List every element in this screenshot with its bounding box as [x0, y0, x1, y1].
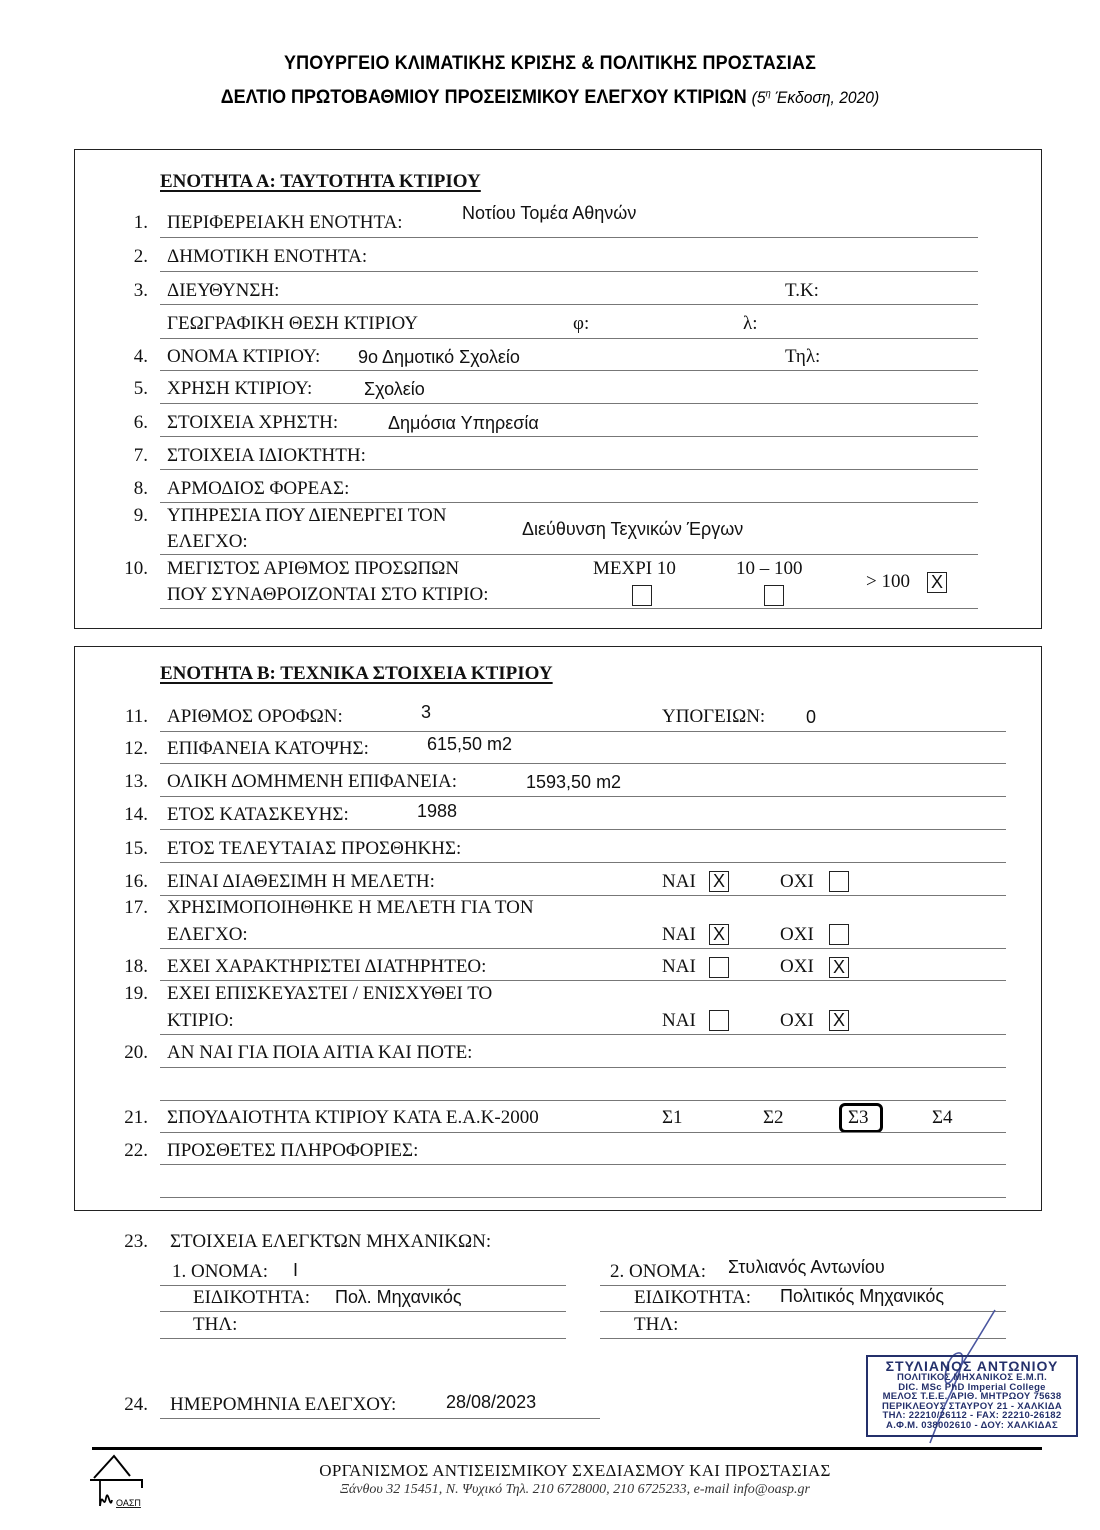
field-underline [160, 1067, 1006, 1068]
floors-value[interactable]: 3 [421, 702, 432, 722]
field-underline [160, 1311, 566, 1312]
field-underline [160, 829, 1006, 830]
study-available-yes-checkbox[interactable]: X [709, 871, 729, 892]
form-title-text: ΔΕΛΤΙΟ ΠΡΩΤΟΒΑΘΜΙΟΥ ΠΡΟΣΕΙΣΜΙΚΟΥ ΕΛΕΓΧΟΥ ΚΤΙΡΙΩΝ [220, 86, 747, 108]
basements-label: ΥΠΟΓΕΙΩΝ: [662, 706, 766, 727]
importance-option-s4: Σ4 [932, 1107, 953, 1128]
field-underline [160, 862, 1006, 863]
engineer-1-specialty[interactable]: Πολ. Μηχανικός [335, 1287, 462, 1307]
footer-org-name: ΟΡΓΑΝΙΣΜΟΣ ΑΝΤΙΣΕΙΣΜΙΚΟΥ ΣΧΕΔΙΑΣΜΟΥ ΚΑΙ ΠΡΟΣΤΑΣΙΑΣ [319, 1461, 831, 1480]
form-title [44, 86, 1056, 109]
importance-option-s1: Σ1 [662, 1107, 683, 1128]
listed-building-no-checkbox[interactable]: X [829, 957, 849, 978]
construction-year-value[interactable]: 1988 [417, 801, 458, 821]
study-used-yes-checkbox[interactable]: X [709, 924, 729, 945]
footer-address: Ξάνθου 32 15451, Ν. Ψυχικό Τηλ. 210 6728000, 210 6725233, e-mail info@oasp.gr [339, 1482, 811, 1497]
engineer-2-specialty[interactable]: Πολιτικός Μηχανικός [780, 1286, 945, 1306]
field-underline [160, 554, 978, 555]
selected-importance-marker[interactable] [839, 1103, 883, 1133]
field-underline [160, 502, 978, 503]
inspection-date-value[interactable]: 28/08/2023 [446, 1392, 537, 1412]
field-underline [160, 796, 1006, 797]
field-underline [160, 948, 1006, 949]
svg-text:ΟΑΣΠ: ΟΑΣΠ [116, 1498, 141, 1508]
listed-building-yes-checkbox[interactable] [709, 957, 729, 978]
edition-label: ($5^\eta$ Έκδοση, 2020) [751, 88, 880, 107]
field-underline [160, 469, 978, 470]
field-underline [160, 895, 1006, 896]
checkbox-10-100[interactable] [764, 585, 784, 606]
section-b-title: ΕΝΟΤΗΤΑ Β: ΤΕΧΝΙΚΑ ΣΤΟΙΧΕΙΑ ΚΤΙΡΙΟΥ [160, 663, 553, 684]
phone-label: Τηλ: [785, 346, 821, 367]
field-underline [160, 1132, 1006, 1133]
field-underline [160, 608, 978, 609]
field-underline [160, 436, 978, 437]
latitude-label: φ: [573, 313, 590, 334]
field-underline [160, 731, 1006, 732]
importance-option-s3: Σ3 [848, 1107, 869, 1128]
field-underline [160, 980, 1006, 981]
field-underline [160, 1418, 600, 1419]
ministry-title: ΥΠΟΥΡΓΕΙΟ ΚΛΙΜΑΤΙΚΗΣ ΚΡΙΣΗΣ & ΠΟΛΙΤΙΚΗΣ ΠΡΟΣΤΑΣΙΑΣ [283, 52, 817, 74]
study-used-no-checkbox[interactable] [829, 924, 849, 945]
inspecting-service-value[interactable]: Διεύθυνση Τεχνικών Έργων [522, 519, 744, 539]
repaired-yes-checkbox[interactable] [709, 1010, 729, 1031]
postal-code-label: Τ.Κ: [785, 280, 819, 301]
importance-option-s2: Σ2 [763, 1107, 784, 1128]
field-underline [160, 338, 978, 339]
field-underline [160, 1338, 566, 1339]
field-underline [160, 1197, 1006, 1198]
field-underline [160, 271, 978, 272]
field-underline [160, 304, 978, 305]
field-underline [160, 1100, 1006, 1101]
building-use-value[interactable]: Σχολείο [364, 379, 425, 399]
checkbox-up-to-10[interactable] [632, 585, 652, 606]
field-underline [160, 1164, 1006, 1165]
repaired-no-checkbox[interactable]: X [829, 1010, 849, 1031]
occupancy-option-up-to-10: ΜΕΧΡΙ 10 [593, 558, 676, 579]
engineer-1-name[interactable]: Ι [293, 1260, 299, 1280]
engineer-stamp: ΣΤΥΛΙΑΝΟΣ ΑΝΤΩΝΙΟΥ ΠΟΛΙΤΙΚΟΣ ΜΗΧΑΝΙΚΟΣ Ε.Μ.Π. DIC. MSc PhD Imperial College ΜΕΛΟΣ Τ.Ε.Ε. ΑΡΙΘ. ΜΗΤΡΩΟΥ 75638 ΠΕΡΙΚΛΕΟΥΣ ΣΤΑΥΡΟΥ 21 - ΧΑΛΚΙΔΑ ΤΗΛ: 22210/26112 - FAX: 22210-26182 Α.Φ.Μ. 038002610 - ΔΟΥ: ΧΑΛΚΙΔΑΣ [866, 1355, 1078, 1437]
occupancy-option-over-100: > 100 [866, 571, 910, 592]
field-underline [160, 1034, 1006, 1035]
basements-value[interactable]: 0 [806, 707, 817, 727]
longitude-label: λ: [743, 313, 758, 334]
regional-unit-value[interactable]: Νοτίου Τομέα Αθηνών [462, 203, 637, 223]
field-underline [160, 1285, 566, 1286]
field-underline [160, 763, 1006, 764]
occupancy-option-10-100: 10 – 100 [736, 558, 803, 579]
field-underline [160, 403, 978, 404]
floor-area-value[interactable]: 615,50 m2 [427, 734, 513, 754]
section-a-title: ΕΝΟΤΗΤΑ Α: ΤΑΥΤΟΤΗΤΑ ΚΤΙΡΙΟΥ [160, 171, 481, 192]
engineer-2-name[interactable]: Στυλιανός Αντωνίου [728, 1257, 885, 1277]
total-area-value[interactable]: 1593,50 m2 [526, 772, 622, 792]
footer-divider [92, 1447, 1042, 1450]
field-underline [160, 237, 978, 238]
building-name-value[interactable]: 9ο Δημοτικό Σχολείο [358, 347, 520, 367]
field-underline [160, 370, 978, 371]
checkbox-over-100[interactable]: X [927, 572, 947, 593]
study-available-no-checkbox[interactable] [829, 871, 849, 892]
user-details-value[interactable]: Δημόσια Υπηρεσία [388, 413, 539, 433]
